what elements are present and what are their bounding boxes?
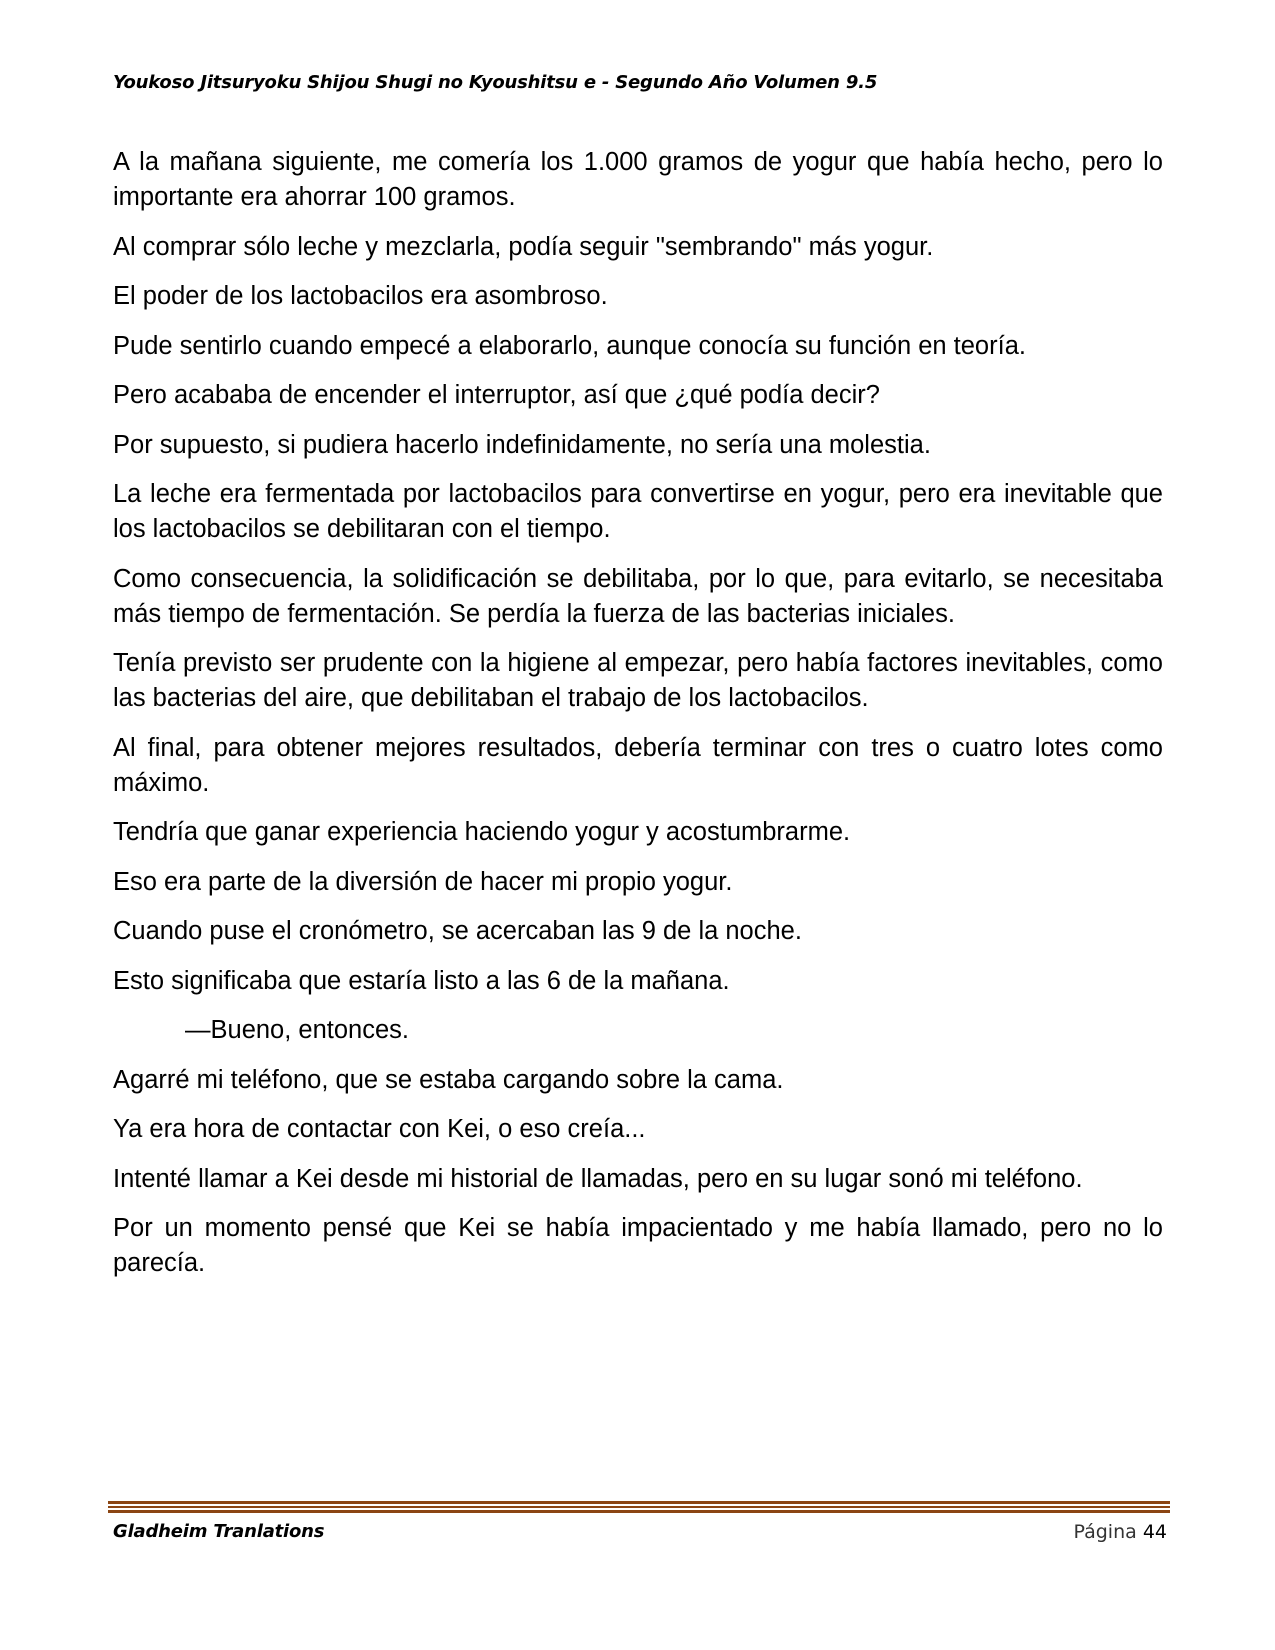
footer-divider (108, 1510, 1170, 1513)
page-number-block (1073, 1521, 1167, 1543)
dialogue-line: —Bueno, entonces. (185, 1016, 409, 1044)
page-label: Página (1073, 1521, 1137, 1543)
paragraph: Eso era parte de la diversión de hacer mi propio yogur. (113, 867, 733, 896)
paragraph: Ya era hora de contactar con Kei, o eso creía... (113, 1115, 646, 1143)
paragraph: La leche era fermentada por lactobacilos para convertirse en yogur, pero era inevitable que los lactobacilos se debilitaran con el tiempo. (113, 480, 1163, 543)
paragraph: El poder de los lactobacilos era asombroso. (113, 282, 608, 310)
paragraph: Por supuesto, si pudiera hacerlo indefinidamente, no sería una molestia. (113, 430, 931, 459)
paragraph: Agarré mi teléfono, que se estaba cargando sobre la cama. (113, 1065, 784, 1094)
paragraph: Tendría que ganar experiencia haciendo yogur y acostumbrarme. (113, 818, 851, 846)
paragraph: Pero acababa de encender el interruptor, así que ¿qué podía decir? (113, 381, 880, 409)
paragraph: Por un momento pensé que Kei se había impacientado y me había llamado, pero no lo parecía. (113, 1214, 1163, 1277)
running-header: Youkoso Jitsuryoku Shijou Shugi no Kyoushitsu e - Segundo Año Volumen 9.5 (113, 72, 878, 93)
paragraph: Cuando puse el cronómetro, se acercaban las 9 de la noche. (113, 917, 802, 945)
paragraph: Como consecuencia, la solidificación se debilitaba, por lo que, para evitarlo, se necesitaba más tiempo de fermentación. Se perdía la fuerza de las bacterias iniciales. (113, 564, 1163, 628)
paragraph: Pude sentirlo cuando empecé a elaborarlo, aunque conocía su función en teoría. (113, 331, 1026, 360)
footer-divider (108, 1501, 1170, 1504)
page-number: 44 (1142, 1521, 1167, 1543)
paragraph: Tenía previsto ser prudente con la higiene al empezar, pero había factores inevitables, como las bacterias del aire, que debilitaban el trabajo de los lactobacilos. (113, 649, 1163, 712)
chapter-body (113, 145, 1163, 1296)
paragraph: Esto significaba que estaría listo a las 6 de la mañana. (113, 966, 730, 995)
footer-credit: Gladheim Tranlations (113, 1521, 325, 1542)
paragraph: A la mañana siguiente, me comería los 1.000 gramos de yogur que había hecho, pero lo importante era ahorrar 100 gramos. (113, 148, 1163, 211)
paragraph: Al final, para obtener mejores resultados, debería terminar con tres o cuatro lotes como máximo. (113, 733, 1163, 797)
paragraph: Al comprar sólo leche y mezclarla, podía seguir "sembrando" más yogur. (113, 232, 934, 261)
footer-divider (108, 1506, 1170, 1508)
paragraph: Intenté llamar a Kei desde mi historial de llamadas, pero en su lugar sonó mi teléfono. (113, 1164, 1083, 1193)
